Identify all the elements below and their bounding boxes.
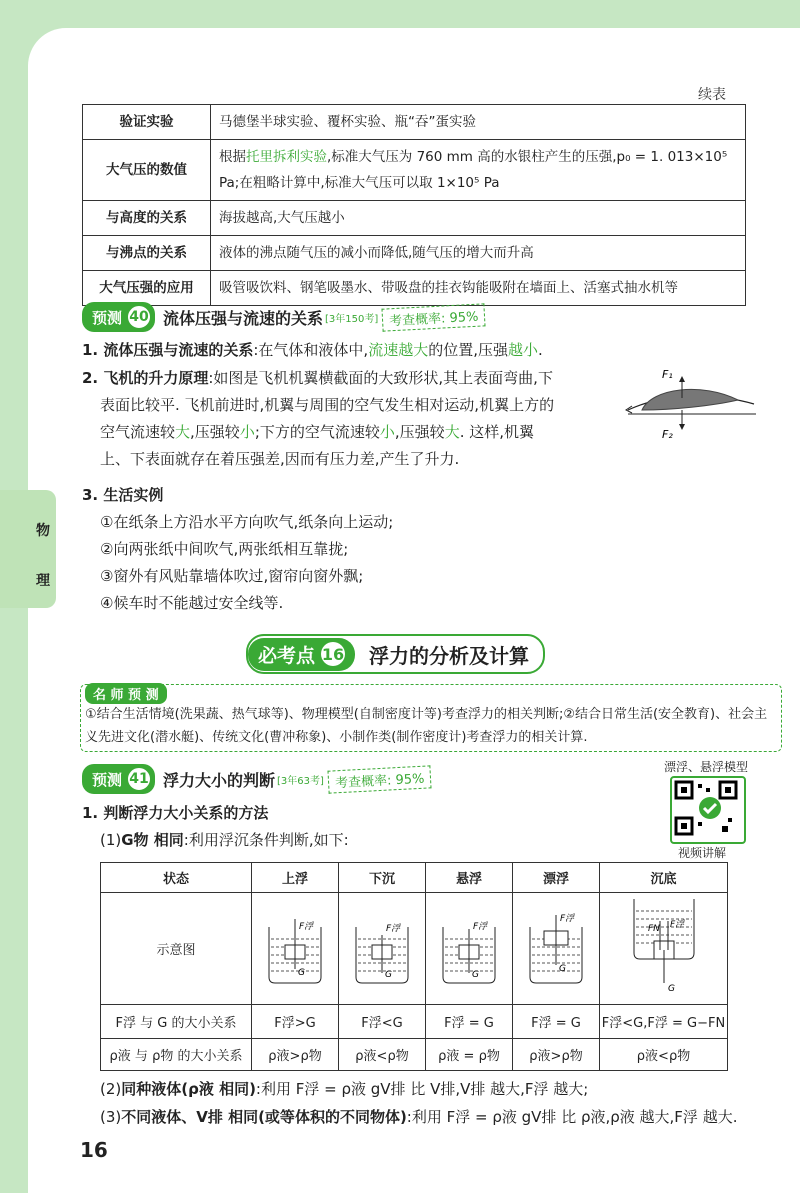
table-row: 与高度的关系 海拔越高,大气压越小 [83, 201, 746, 236]
prediction-41-heading [82, 764, 431, 794]
svg-text:F浮: F浮 [473, 921, 488, 932]
buoyancy-state-table [100, 862, 728, 1071]
svg-text:F浮: F浮 [669, 919, 684, 930]
rising-diagram [252, 893, 339, 1005]
svg-text:F浮: F浮 [386, 923, 401, 934]
svg-text:G: G [385, 969, 392, 980]
floating-diagram [513, 893, 600, 1005]
prediction-title: 浮力大小的判断 [163, 770, 276, 790]
sinking-diagram [339, 893, 426, 1005]
table-row: 大气压的数值 根据托里拆利实验,标准大气压为 760 mm 高的水银柱产生的压强,p₀ = 1. 013×10⁵ Pa;在粗略计算中,标准大气压可以取 1×10⁵ Pa [83, 140, 746, 201]
sunk-bottom-diagram [600, 893, 728, 1005]
exam-count: [3年63考] [277, 775, 324, 787]
qr-caption-bottom: 视频讲解 [678, 846, 727, 860]
svg-text:F浮: F浮 [299, 921, 314, 932]
key-point-16-heading [246, 634, 545, 674]
prediction-40-heading [82, 302, 486, 332]
section-3: (3)不同液体、V排 相同(或等体积的不同物体):利用 F浮 = ρ液 gV排 比 ρ液,ρ液 越大,F浮 越大. [100, 1108, 738, 1126]
key-point-title: 浮力的分析及计算 [369, 643, 530, 668]
force-f2-label: F₂ [662, 428, 673, 441]
prediction-badge: 预测 41 [82, 764, 155, 794]
svg-text:G: G [667, 983, 675, 994]
subject-tab: 物 理 [0, 490, 56, 608]
list-item: ④候车时不能越过安全线等. [100, 594, 284, 612]
table-row: F浮 与 G 的大小关系 F浮>G F浮<G F浮 = G F浮 = G F浮<G,F浮 = G−FN [101, 1005, 728, 1039]
svg-text:F浮: F浮 [560, 913, 575, 924]
atmospheric-pressure-table [82, 104, 746, 306]
exam-probability: 考查概率: 95% [327, 765, 431, 793]
point-2: 2. 飞机的升力原理:如图是飞机机翼横截面的大致形状,其上表面弯曲,下 表面比较平. 飞机前进时,机翼与周围的空气发生相对运动,机翼上方的 空气流速较大,压强较小;下方的空气流速较小,压强较大. 这样,机翼 上、下表面就存在着压强差,因而有压力差,产生了升力. [82, 369, 555, 468]
section-2: (2)同种液体(ρ液 相同):利用 F浮 = ρ液 gV排 比 V排,V排 越大,F浮 越大; [100, 1080, 589, 1098]
svg-text:G: G [472, 969, 479, 980]
section-1: 1. 判断浮力大小关系的方法 (1)G物 相同:利用浮沉条件判断,如下: [82, 804, 349, 849]
table-row: 与沸点的关系 液体的沸点随气压的减小而降低,随气压的增大而升高 [83, 236, 746, 271]
teacher-prediction-label: 名 师 预 测 [85, 683, 167, 704]
point-1: 1. 流体压强与流速的关系:在气体和液体中,流速越大的位置,压强越小. [82, 341, 543, 359]
point-3: 3. 生活实例 ①在纸条上方沿水平方向吹气,纸条向上运动; ②向两张纸中间吹气,两张纸相互靠拢; ③窗外有风贴靠墙体吹过,窗帘向窗外飘; ④候车时不能越过安全线等. [82, 482, 393, 617]
wing-diagram [622, 364, 762, 444]
exam-probability: 考查概率: 95% [382, 303, 486, 331]
continued-label: 续表 [698, 87, 726, 103]
prediction-badge: 预测 40 [82, 302, 155, 332]
qr-caption-top: 漂浮、悬浮模型 [664, 760, 749, 774]
table-row: 示意图 F浮 G F浮 G F浮 G F浮 G FN F浮 G [101, 893, 728, 1005]
suspended-diagram [426, 893, 513, 1005]
svg-text:FN: FN [647, 923, 660, 934]
table-row: 大气压强的应用 吸管吸饮料、钢笔吸墨水、带吸盘的挂衣钩能吸附在墙面上、活塞式抽水机等 [83, 271, 746, 306]
teacher-prediction-box [80, 684, 782, 752]
table-row: 状态 上浮 下沉 悬浮 漂浮 沉底 [101, 863, 728, 893]
table-row: 验证实验 马德堡半球实验、覆杯实验、瓶“吞”蛋实验 [83, 105, 746, 140]
list-item: ②向两张纸中间吹气,两张纸相互靠拢; [100, 540, 349, 558]
exam-count: [3年150考] [325, 313, 379, 325]
svg-text:G: G [559, 963, 566, 974]
svg-text:G: G [298, 967, 305, 978]
prediction-title: 流体压强与流速的关系 [163, 308, 324, 328]
teacher-prediction-text: ①结合生活情境(洗果蔬、热气球等)、物理模型(自制密度计等)考查浮力的相关判断;②结合日常生活(安全教育)、社会主义先进文化(潜水艇)、传统文化(曹冲称象)、小制作类(制作密度计)考查浮力的相关计算. [85, 707, 768, 745]
force-f1-label: F₁ [662, 368, 673, 381]
key-point-badge: 必考点 16 [248, 638, 355, 671]
list-item: ③窗外有风贴靠墙体吹过,窗帘向窗外飘; [100, 567, 364, 585]
list-item: ①在纸条上方沿水平方向吹气,纸条向上运动; [100, 513, 394, 531]
qr-code-icon[interactable] [670, 776, 746, 844]
page-number: 16 [80, 1138, 108, 1162]
table-row: ρ液 与 ρ物 的大小关系 ρ液>ρ物 ρ液<ρ物 ρ液 = ρ物 ρ液>ρ物 ρ液<ρ物 [101, 1039, 728, 1071]
